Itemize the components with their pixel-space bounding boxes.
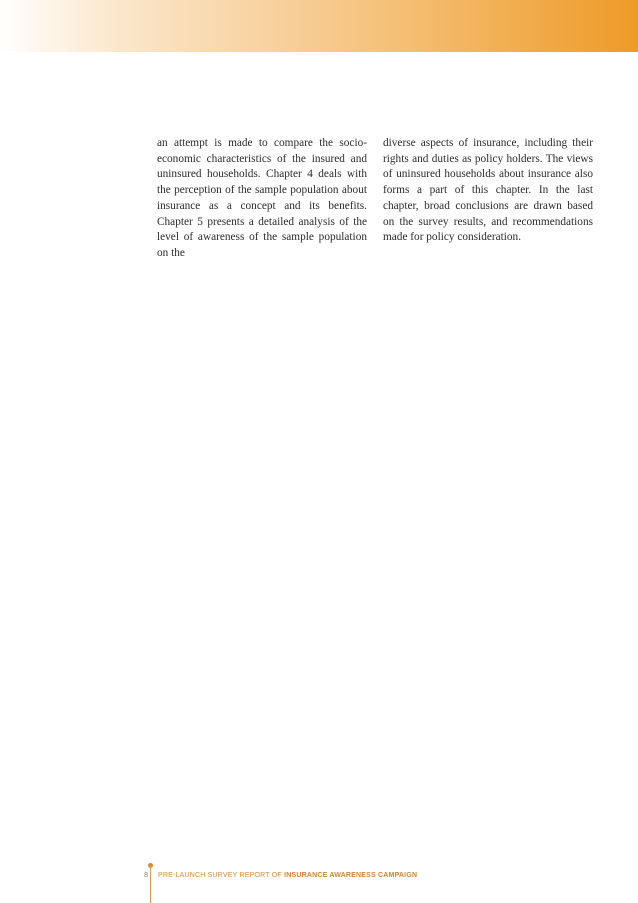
text-column-left: [157, 136, 367, 262]
footer-divider: [150, 866, 151, 903]
page-number: 8: [144, 872, 148, 879]
header-color-band: [0, 0, 638, 52]
footer-title-prefix: PRE-LAUNCH SURVEY REPORT OF: [158, 872, 285, 879]
footer-running-title: [158, 872, 417, 879]
right-column-paragraph: diverse aspects of insurance, including their rights and duties as policy holders. The views of uninsured households about insurance also forms a part of this chapter. In the last chapter, broad conclusions are drawn based on the survey results, and recommendations made for policy consideration.: [383, 137, 593, 244]
footer-title-emphasis: INSURANCE AWARENESS CAMPAIGN: [284, 872, 418, 879]
text-column-right: [383, 136, 593, 246]
left-column-paragraph: an attempt is made to compare the socio-economic characteristics of the insured and uninsured households. Chapter 4 deals with the perception of the sample population about insurance as a concept and its benefits. Chapter 5 presents a detailed analysis of the level of awareness of the sample population on the: [157, 137, 367, 259]
